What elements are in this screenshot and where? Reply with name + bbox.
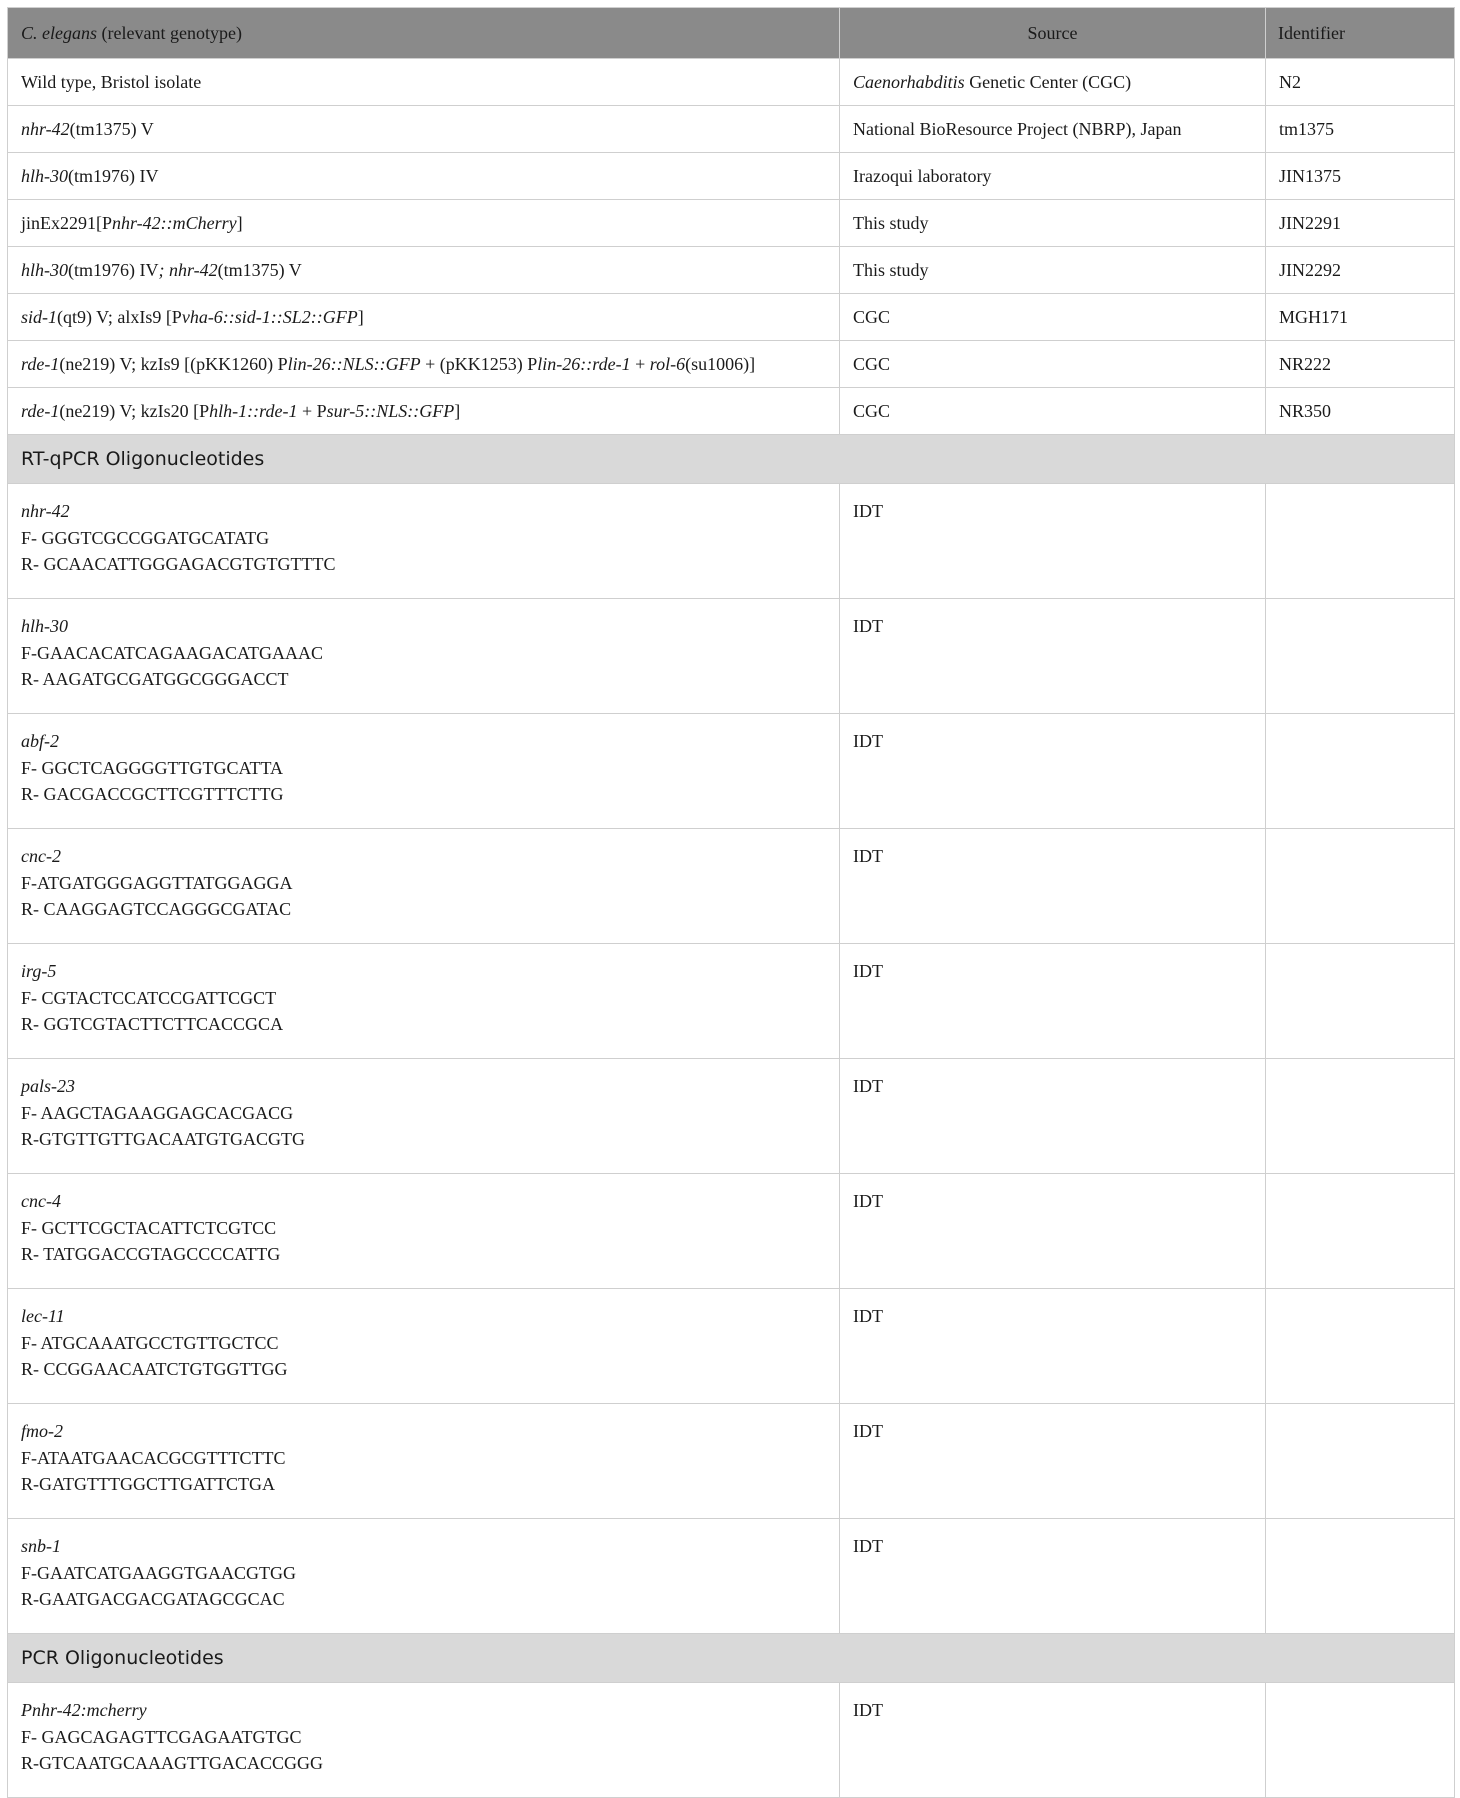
source-segment: This study [853, 212, 929, 233]
forward-primer: F-GAATCATGAAGGTGAACGTGG [21, 1562, 296, 1583]
genotype-segment: rde-1 [21, 353, 60, 374]
genotype-segment: (tm1976) IV [68, 165, 159, 186]
source-segment: CGC [853, 306, 891, 327]
strain-row [8, 106, 1455, 153]
genotype-segment: (ne219) V; kzIs9 [(pKK1260) P [59, 353, 288, 374]
strain-row [8, 59, 1455, 106]
genotype-segment: (qt9) V; alxIs9 [P [57, 306, 182, 327]
oligo-identifier-cell [1266, 714, 1455, 829]
genotype-segment: lin-26::NLS::GFP [287, 353, 421, 374]
identifier-cell: JIN1375 [1266, 153, 1455, 200]
genotype-segment: (tm1375) V [217, 259, 302, 280]
reverse-primer: R- GCAACATTGGGAGACGTGTGTTTC [21, 554, 336, 574]
source-cell [840, 153, 1266, 200]
reverse-primer: R- AAGATGCGATGGCGGGACCT [21, 669, 289, 689]
strain-row [8, 247, 1455, 294]
source-cell [840, 200, 1266, 247]
source-cell [840, 59, 1266, 106]
gene-name: hlh-30 [21, 616, 68, 636]
genotype-segment: ] [454, 400, 461, 421]
source-segment: This study [853, 259, 929, 280]
genotype-segment: sur-5::NLS::GFP [326, 400, 455, 421]
gene-name: irg-5 [21, 961, 57, 981]
oligo-row [8, 944, 1455, 1059]
genotype-segment: ] [236, 212, 243, 233]
identifier-cell: NR222 [1266, 341, 1455, 388]
genotype-segment: vha-6::sid-1::SL2::GFP [181, 306, 358, 327]
strain-row [8, 200, 1455, 247]
gene-name: lec-11 [21, 1306, 65, 1326]
section-header-row [8, 1634, 1455, 1683]
genotype-segment: hlh-30 [21, 165, 68, 186]
gene-name: snb-1 [21, 1536, 61, 1556]
oligo-source-cell: IDT [840, 1404, 1266, 1519]
forward-primer: F- AAGCTAGAAGGAGCACGACG [21, 1102, 294, 1123]
reverse-primer: R-GTGTTGTTGACAATGTGACGTG [21, 1129, 305, 1149]
genotype-segment: ; nhr-42 [158, 259, 218, 280]
source-segment: CGC [853, 353, 891, 374]
oligo-row [8, 1174, 1455, 1289]
header-genotype [8, 8, 840, 59]
oligo-source-cell: IDT [840, 484, 1266, 599]
header-genotype-rest: (relevant genotype) [97, 22, 242, 43]
table-header [8, 8, 1455, 59]
source-cell [840, 106, 1266, 153]
forward-primer: F- GGCTCAGGGGTTGTGCATTA [21, 757, 284, 778]
header-genotype-italic: C. elegans [21, 22, 97, 43]
forward-primer: F- GGGTCGCCGGATGCATATG [21, 527, 270, 548]
genotype-segment: hlh-30 [21, 259, 68, 280]
reverse-primer: R-GAATGACGACGATAGCGCAC [21, 1589, 285, 1609]
section-title: RT-qPCR Oligonucleotides [8, 435, 1455, 484]
genotype-segment: (tm1375) V [69, 118, 154, 139]
genotype-cell [8, 200, 840, 247]
identifier-cell: tm1375 [1266, 106, 1455, 153]
identifier-cell: N2 [1266, 59, 1455, 106]
genotype-segment: lin-26::rde-1 [537, 353, 631, 374]
genotype-segment: + P [297, 400, 327, 421]
oligo-identifier-cell [1266, 1519, 1455, 1634]
oligo-source-cell: IDT [840, 1519, 1266, 1634]
oligo-cell [8, 1289, 840, 1404]
forward-primer: F- GAGCAGAGTTCGAGAATGTGC [21, 1726, 302, 1747]
oligo-cell [8, 1174, 840, 1289]
oligo-source-cell: IDT [840, 1174, 1266, 1289]
genotype-segment: ] [357, 306, 364, 327]
oligo-identifier-cell [1266, 1289, 1455, 1404]
oligo-identifier-cell [1266, 944, 1455, 1059]
genotype-segment: rol-6 [649, 353, 686, 374]
oligo-identifier-cell [1266, 1404, 1455, 1519]
oligo-source-cell: IDT [840, 1683, 1266, 1798]
genotype-cell [8, 106, 840, 153]
oligo-cell [8, 484, 840, 599]
oligo-row [8, 599, 1455, 714]
strain-row [8, 294, 1455, 341]
genotype-segment: Wild type, Bristol isolate [21, 71, 202, 92]
section-title: PCR Oligonucleotides [8, 1634, 1455, 1683]
oligo-cell [8, 1519, 840, 1634]
reverse-primer: R- TATGGACCGTAGCCCCATTG [21, 1244, 281, 1264]
source-segment: CGC [853, 400, 891, 421]
genotype-segment: (su1006)] [685, 353, 756, 374]
reverse-primer: R- CAAGGAGTCCAGGGCGATAC [21, 899, 292, 919]
reverse-primer: R- CCGGAACAATCTGTGGTTGG [21, 1359, 288, 1379]
oligo-row [8, 1289, 1455, 1404]
oligo-cell [8, 829, 840, 944]
strain-row [8, 388, 1455, 435]
oligo-source-cell: IDT [840, 1059, 1266, 1174]
genotype-segment: hlh-1::rde-1 [209, 400, 298, 421]
forward-primer: F- ATGCAAATGCCTGTTGCTCC [21, 1332, 279, 1353]
gene-name: Pnhr-42:mcherry [21, 1700, 147, 1720]
oligo-source-cell: IDT [840, 714, 1266, 829]
oligo-source-cell: IDT [840, 829, 1266, 944]
oligo-row [8, 1059, 1455, 1174]
source-segment: Genetic Center (CGC) [964, 71, 1132, 92]
oligo-row [8, 484, 1455, 599]
source-segment: Caenorhabditis [853, 71, 965, 92]
reverse-primer: R-GTCAATGCAAAGTTGACACCGGG [21, 1753, 324, 1773]
section-header-row [8, 435, 1455, 484]
gene-name: abf-2 [21, 731, 59, 751]
identifier-cell: JIN2292 [1266, 247, 1455, 294]
genotype-segment: + (pKK1253) P [420, 353, 538, 374]
oligo-cell [8, 944, 840, 1059]
table-body [8, 59, 1455, 1798]
genotype-cell [8, 294, 840, 341]
oligo-source-cell: IDT [840, 1289, 1266, 1404]
oligo-row [8, 829, 1455, 944]
reverse-primer: R- GGTCGTACTTCTTCACCGCA [21, 1014, 284, 1034]
strain-row [8, 153, 1455, 200]
genotype-segment: (ne219) V; kzIs20 [P [59, 400, 210, 421]
oligo-identifier-cell [1266, 1059, 1455, 1174]
oligo-cell [8, 714, 840, 829]
oligo-identifier-cell [1266, 1683, 1455, 1798]
genotype-cell [8, 59, 840, 106]
reagents-table [7, 7, 1455, 1798]
genotype-cell [8, 247, 840, 294]
reverse-primer: R- GACGACCGCTTCGTTTCTTG [21, 784, 284, 804]
source-cell [840, 294, 1266, 341]
identifier-cell: MGH171 [1266, 294, 1455, 341]
genotype-cell [8, 153, 840, 200]
header-identifier: Identifier [1266, 8, 1455, 59]
oligo-row [8, 1683, 1455, 1798]
gene-name: pals-23 [21, 1076, 75, 1096]
genotype-segment: nhr-42::mCherry [112, 212, 237, 233]
source-cell [840, 247, 1266, 294]
source-cell [840, 388, 1266, 435]
header-source: Source [840, 8, 1266, 59]
genotype-cell [8, 341, 840, 388]
gene-name: cnc-2 [21, 846, 61, 866]
gene-name: nhr-42 [21, 501, 70, 521]
genotype-cell [8, 388, 840, 435]
oligo-row [8, 1404, 1455, 1519]
forward-primer: F- CGTACTCCATCCGATTCGCT [21, 987, 277, 1008]
oligo-cell [8, 599, 840, 714]
oligo-cell [8, 1683, 840, 1798]
oligo-row [8, 1519, 1455, 1634]
genotype-segment: rde-1 [21, 400, 60, 421]
gene-name: cnc-4 [21, 1191, 61, 1211]
genotype-segment: nhr-42 [21, 118, 70, 139]
forward-primer: F-ATAATGAACACGCGTTTCTTC [21, 1447, 286, 1468]
oligo-cell [8, 1404, 840, 1519]
genotype-segment: sid-1 [21, 306, 57, 327]
reverse-primer: R-GATGTTTGGCTTGATTCTGA [21, 1474, 275, 1494]
forward-primer: F-ATGATGGGAGGTTATGGAGGA [21, 872, 293, 893]
gene-name: fmo-2 [21, 1421, 63, 1441]
oligo-identifier-cell [1266, 484, 1455, 599]
oligo-identifier-cell [1266, 829, 1455, 944]
source-segment: Irazoqui laboratory [853, 165, 992, 186]
identifier-cell: JIN2291 [1266, 200, 1455, 247]
forward-primer: F-GAACACATCAGAAGACATGAAAC [21, 642, 324, 663]
oligo-source-cell: IDT [840, 944, 1266, 1059]
oligo-identifier-cell [1266, 1174, 1455, 1289]
oligo-source-cell: IDT [840, 599, 1266, 714]
identifier-cell: NR350 [1266, 388, 1455, 435]
oligo-cell [8, 1059, 840, 1174]
header-row [8, 8, 1455, 59]
oligo-row [8, 714, 1455, 829]
genotype-segment: + [630, 353, 650, 374]
source-cell [840, 341, 1266, 388]
genotype-segment: jinEx2291[P [21, 212, 113, 233]
genotype-segment: (tm1976) IV [68, 259, 159, 280]
source-segment: National BioResource Project (NBRP), Japan [853, 118, 1182, 139]
forward-primer: F- GCTTCGCTACATTCTCGTCC [21, 1217, 277, 1238]
oligo-identifier-cell [1266, 599, 1455, 714]
strain-row [8, 341, 1455, 388]
